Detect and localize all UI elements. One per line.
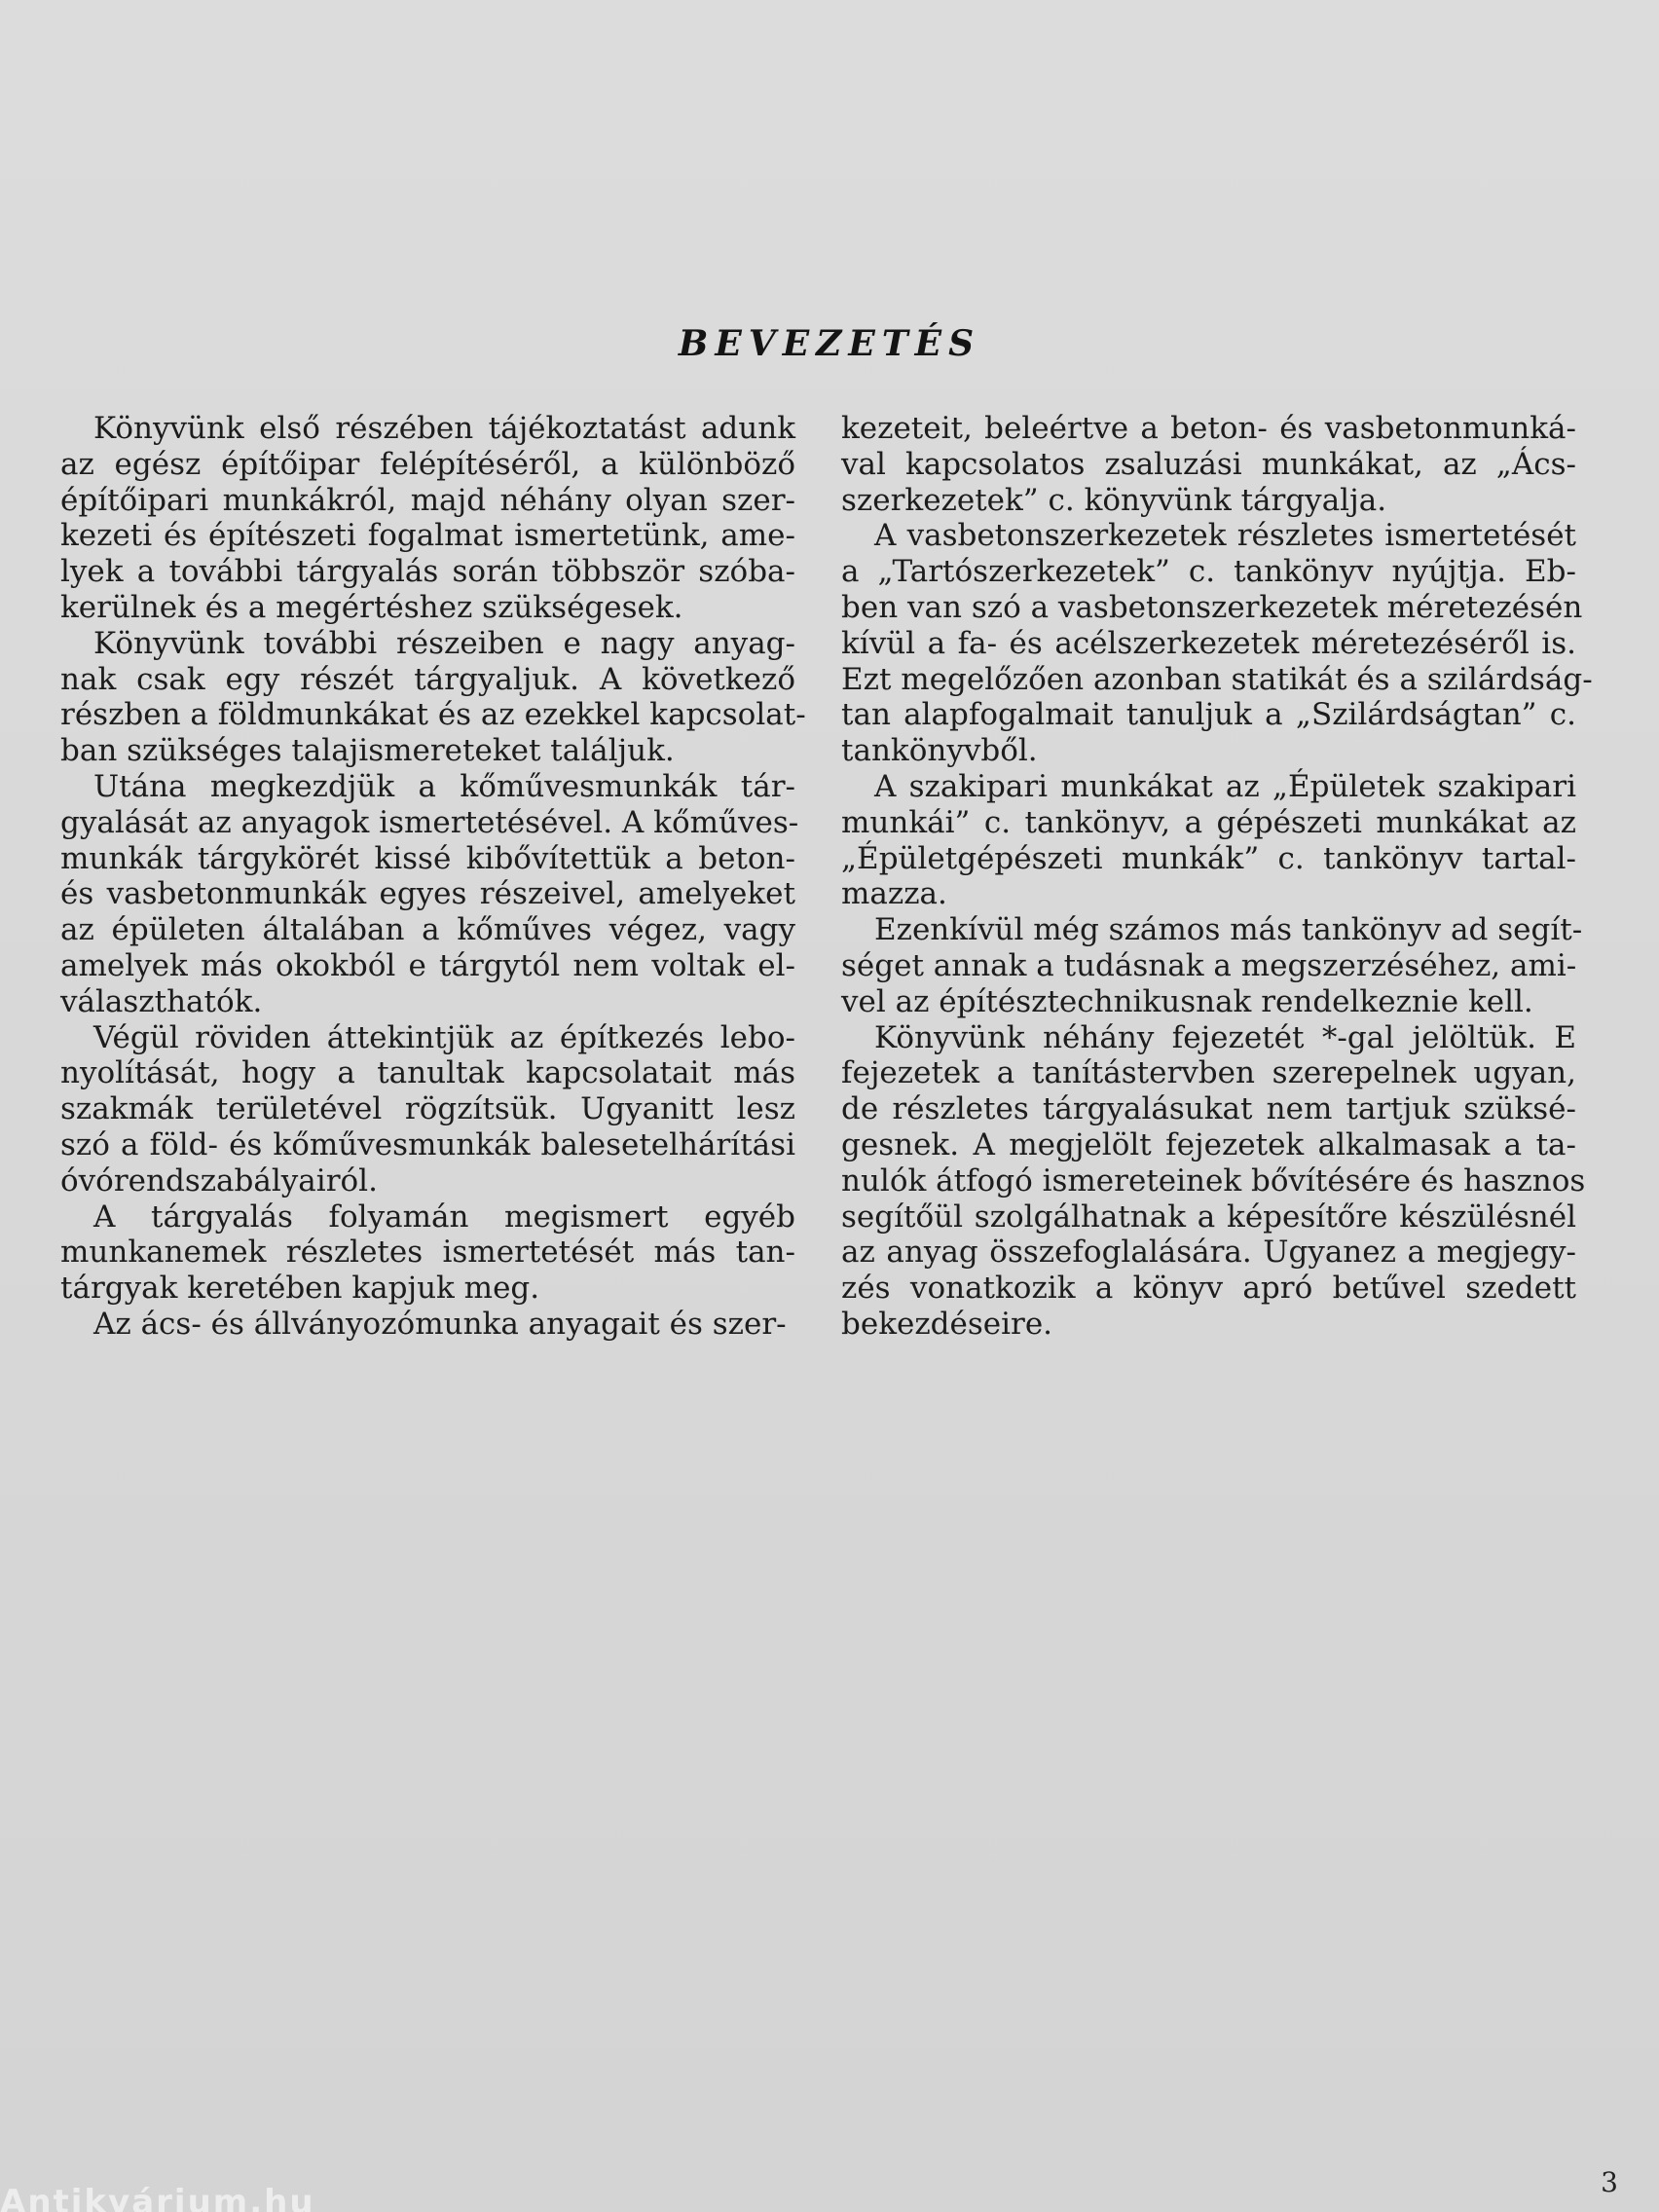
watermark: Antikvárium.hu <box>0 2183 315 2212</box>
right-column <box>841 411 1593 1343</box>
paragraph <box>841 518 1593 769</box>
text-line: kerülnek és a megértéshez szükségesek. <box>60 589 683 625</box>
text-line: Könyvünk első részében tájékoztatást adunk <box>93 411 795 446</box>
text-line: Könyvünk néhány fejezetét *-gal jelöltük. E <box>874 1019 1576 1055</box>
text-line: A szakipari munkákat az „Épületek szakipari <box>874 768 1576 804</box>
text-line: A vasbetonszerkezetek részletes ismertetését <box>874 518 1576 554</box>
paragraph <box>60 1307 795 1343</box>
text-line: Ezt megelőzően azonban statikát és a szilárdság- <box>841 661 1593 697</box>
text-line: tárgyak keretében kapjuk meg. <box>60 1271 540 1307</box>
text-line: az anyag összefoglalására. Ugyanez a megjegy- <box>841 1235 1576 1271</box>
text-line: választhatók. <box>60 983 263 1019</box>
left-column <box>60 411 806 1343</box>
text-line: az egész építőipar felépítéséről, a különböző <box>60 446 795 482</box>
text-line: Végül röviden áttekintjük az építkezés lebo- <box>93 1019 795 1055</box>
text-line: nulók átfogó ismereteinek bővítésére és hasznos <box>841 1162 1586 1198</box>
text-line: val kapcsolatos zsaluzási munkákat, az „Ács- <box>841 446 1576 482</box>
text-line: mazza. <box>841 876 947 912</box>
text-line: nak csak egy részét tárgyaljuk. A következő <box>60 661 795 697</box>
text-line: kívül a fa- és acélszerkezetek méretezéséről is. <box>841 625 1576 661</box>
text-line: szakmák területével rögzítsük. Ugyanitt lesz <box>60 1091 795 1127</box>
text-line: Könyvünk további részeiben e nagy anyag- <box>93 625 795 661</box>
text-line: de részletes tárgyalásukat nem tartjuk szüksé- <box>841 1091 1576 1127</box>
paragraph <box>60 1199 795 1307</box>
text-line: amelyek más okokból e tárgytól nem voltak el- <box>60 947 795 983</box>
text-line: zés vonatkozik a könyv apró betűvel szedett <box>841 1271 1576 1307</box>
text-line: ben van szó a vasbetonszerkezetek méretezésén <box>841 589 1583 625</box>
text-line: a „Tartószerkezetek” c. tankönyv nyújtja. Eb- <box>841 554 1576 590</box>
paragraph <box>60 768 799 1020</box>
text-line: tan alapfogalmait tanuljuk a „Szilárdságtan” c. <box>841 697 1576 733</box>
paragraph <box>60 411 795 626</box>
page-number: 3 <box>1601 2166 1618 2198</box>
text-line: bekezdéseire. <box>841 1306 1053 1342</box>
text-line: Az ács- és állványozómunka anyagait és szer- <box>93 1306 787 1342</box>
text-line: szó a föld- és kőművesmunkák balesetelhárítási <box>60 1126 795 1162</box>
text-line: A tárgyalás folyamán megismert egyéb <box>93 1198 795 1235</box>
page-title: BEVEZETÉS <box>678 323 981 364</box>
text-line: az épületen általában a kőműves végez, vagy <box>60 912 795 948</box>
paragraph <box>841 1019 1586 1343</box>
text-line: Ezenkívül még számos más tankönyv ad segít- <box>874 912 1583 948</box>
text-line: vel az építésztechnikusnak rendelkeznie kell. <box>841 983 1533 1019</box>
text-line: tankönyvből. <box>841 733 1038 769</box>
text-line: kezeteit, beleértve a beton- és vasbetonmunká- <box>841 411 1576 446</box>
text-line: munkák tárgykörét kissé kibővítettük a beton- <box>60 840 795 876</box>
text-line: és vasbetonmunkák egyes részeivel, amelyeket <box>60 876 795 912</box>
text-line: Utána megkezdjük a kőművesmunkák tár- <box>93 768 795 804</box>
text-line: munkái” c. tankönyv, a gépészeti munkákat az <box>841 804 1576 840</box>
text-line: munkanemek részletes ismertetését más tan- <box>60 1235 795 1271</box>
paragraph <box>60 625 806 769</box>
paragraph <box>841 411 1576 518</box>
text-line: séget annak a tudásnak a megszerzéséhez, ami- <box>841 947 1577 983</box>
paragraph <box>841 769 1576 912</box>
text-line: gesnek. A megjelölt fejezetek alkalmasak a ta- <box>841 1126 1576 1162</box>
text-line: óvórendszabályairól. <box>60 1162 378 1198</box>
text-line: fejezetek a tanítástervben szerepelnek ugyan, <box>841 1055 1576 1091</box>
text-line: részben a földmunkákat és az ezekkel kapcsolat- <box>60 697 806 733</box>
text-line: szerkezetek” c. könyvünk tárgyalja. <box>841 482 1387 518</box>
text-line: nyolítását, hogy a tanultak kapcsolatait más <box>60 1055 795 1091</box>
text-line: kezeti és építészeti fogalmat ismertetünk, ame- <box>60 518 795 554</box>
text-line: építőipari munkákról, majd néhány olyan szer- <box>60 482 795 518</box>
text-line: gyalását az anyagok ismertetésével. A kőműves- <box>60 804 799 840</box>
text-line: ban szükséges talajismereteket találjuk. <box>60 733 675 769</box>
paragraph <box>841 912 1583 1019</box>
text-line: lyek a további tárgyalás során többször szóba- <box>60 554 795 590</box>
text-line: „Épületgépészeti munkák” c. tankönyv tartal- <box>841 840 1576 876</box>
paragraph <box>60 1020 795 1199</box>
text-line: segítőül szolgálhatnak a képesítőre készülésnél <box>841 1198 1576 1235</box>
